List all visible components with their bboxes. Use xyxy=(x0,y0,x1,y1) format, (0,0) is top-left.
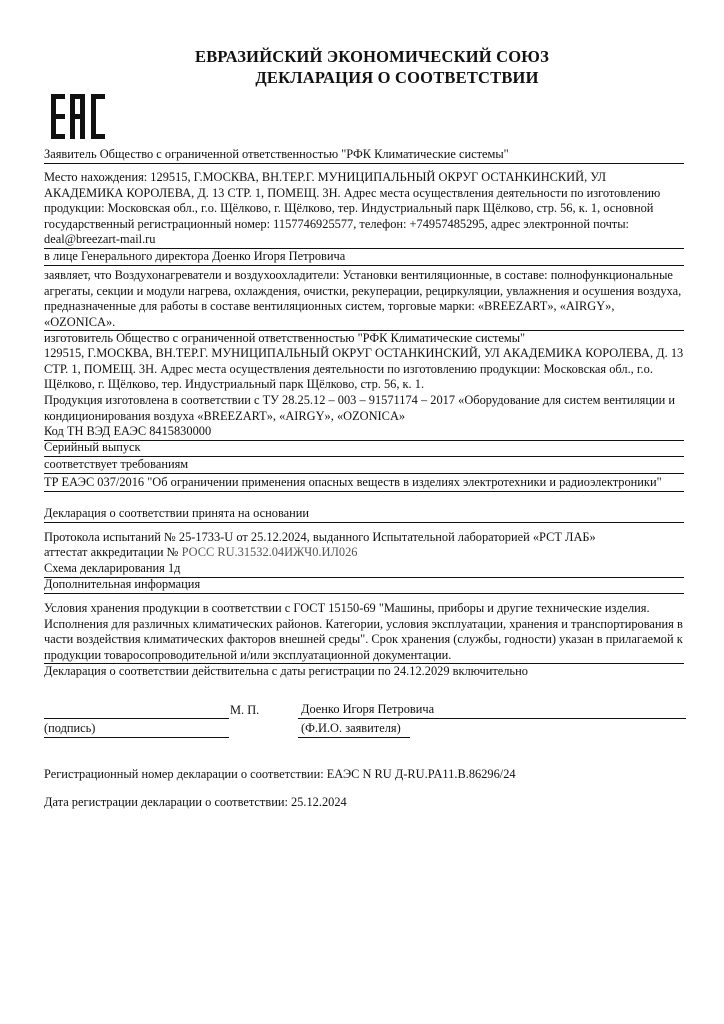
union-title: ЕВРАЗИЙСКИЙ ЭКОНОМИЧЕСКИЙ СОЮЗ xyxy=(194,47,549,66)
accreditation-line xyxy=(44,545,684,561)
signature-line xyxy=(44,718,229,719)
registration-date: Дата регистрации декларации о соответствии: 25.12.2024 xyxy=(44,795,347,809)
applicant-representative: в лице Генерального директора Доенко Игоря Петровича xyxy=(44,249,684,266)
accreditation-label: аттестат аккредитации № xyxy=(44,545,179,559)
name-line xyxy=(298,718,686,719)
name-caption: (Ф.И.О. заявителя) xyxy=(301,721,401,735)
declaration-scheme: Схема декларирования 1д xyxy=(44,561,684,578)
manufacturer-address: 129515, Г.МОСКВА, ВН.ТЕР.Г. МУНИЦИПАЛЬНЫЙ ОКРУГ ОСТАНКИНСКИЙ, УЛ АКАДЕМИКА КОРОЛЕВА, Д. 13 СТР. 1, ПОМЕЩ. 3Н. Адрес места осуществления деятельности по изготовлению продукции: Московская обл., г.о. Щёлково, г. Щёлково, тер. Индустриальный парк Щёлково, стр. 56, к. 1. xyxy=(44,346,684,392)
additional-info-heading: Дополнительная информация xyxy=(44,577,684,594)
document-title: ДЕКЛАРАЦИЯ О СООТВЕТСТВИИ xyxy=(255,68,539,87)
manufacturer-name: изготовитель Общество с ограниченной ответственностью "РФК Климатические системы" xyxy=(44,331,526,345)
additional-info-text: Условия хранения продукции в соответствии с ГОСТ 15150-69 "Машины, приборы и другие технические изделия. Исполнения для различных климатических районов. Категории, условия эксплуатации, хранения и транспортирования в части воздействия климатических факторов внешней среды". Срок хранения (службы, годности) указан в прилагаемой к продукции товаросопроводительной и/или эксплуатационной документации. xyxy=(44,601,684,664)
test-protocol: Протокола испытаний № 25-1733-U от 25.12.2024, выданного Испытательной лабораторией «РСТ ЛАБ» xyxy=(44,530,596,544)
stamp-place-label: М. П. xyxy=(230,703,260,717)
registration-number: Регистрационный номер декларации о соответствии: ЕАЭС N RU Д-RU.PA11.B.86296/24 xyxy=(44,767,516,781)
manufacturer-standard: Продукция изготовлена в соответствии с ТУ 28.25.12 – 003 – 91571174 – 2017 «Оборудование для систем вентиляции и кондиционирования воздуха «BREEZART», «AIRGY», «OZONICA» xyxy=(44,393,675,423)
basis-heading: Декларация о соответствии принята на основании xyxy=(44,506,684,523)
signature-caption-line xyxy=(44,737,229,738)
complies-label: соответствует требованиям xyxy=(44,457,684,474)
signature-caption: (подпись) xyxy=(44,721,96,735)
applicant-location: Место нахождения: 129515, Г.МОСКВА, ВН.ТЕР.Г. МУНИЦИПАЛЬНЫЙ ОКРУГ ОСТАНКИНСКИЙ, УЛ АКАДЕМИКА КОРОЛЕВА, Д. 13 СТР. 1, ПОМЕЩ. 3Н. Адрес места осуществления деятельности по изготовлению продукции: Московская обл., г.о. Щёлково, г. Щёлково, тер. Индустриальный парк Щёлково, стр. 56, к. 1, основной государственный регистрационный номер: 1157746925577, телефон: +74957485295, адрес электронной почты: deal@breezart-mail.ru xyxy=(44,170,684,249)
applicant-name: Доенко Игоря Петровича xyxy=(301,702,435,716)
applicant-line: Заявитель Общество с ограниченной ответственностью "РФК Климатические системы" xyxy=(44,147,684,164)
product-declaration: заявляет, что Воздухонагреватели и воздухоохладители: Установки вентиляционные, в составе: полнофункциональные агрегаты, секции и модули нагрева, охлаждения, очистки, рекуперации, рециркуляции, увлажнения и осушения воздуха, предназначенные для работы в составе вентиляционных систем, торговые марки: «BREEZART», «AIRGY», «OZONICA». xyxy=(44,268,684,331)
validity-period: Декларация о соответствии действительна с даты регистрации по 24.12.2029 включительно xyxy=(44,664,528,678)
technical-regulation: ТР ЕАЭС 037/2016 "Об ограничении применения опасных веществ в изделиях электротехники и радиоэлектроники" xyxy=(44,475,684,492)
eac-mark-icon xyxy=(51,94,105,139)
name-caption-line xyxy=(298,737,410,738)
accreditation-number: РОСС RU.31532.04ИЖЧ0.ИЛ026 xyxy=(181,545,358,559)
serial-production: Серийный выпуск xyxy=(44,440,684,457)
hs-code: Код ТН ВЭД ЕАЭС 8415830000 xyxy=(44,424,684,441)
